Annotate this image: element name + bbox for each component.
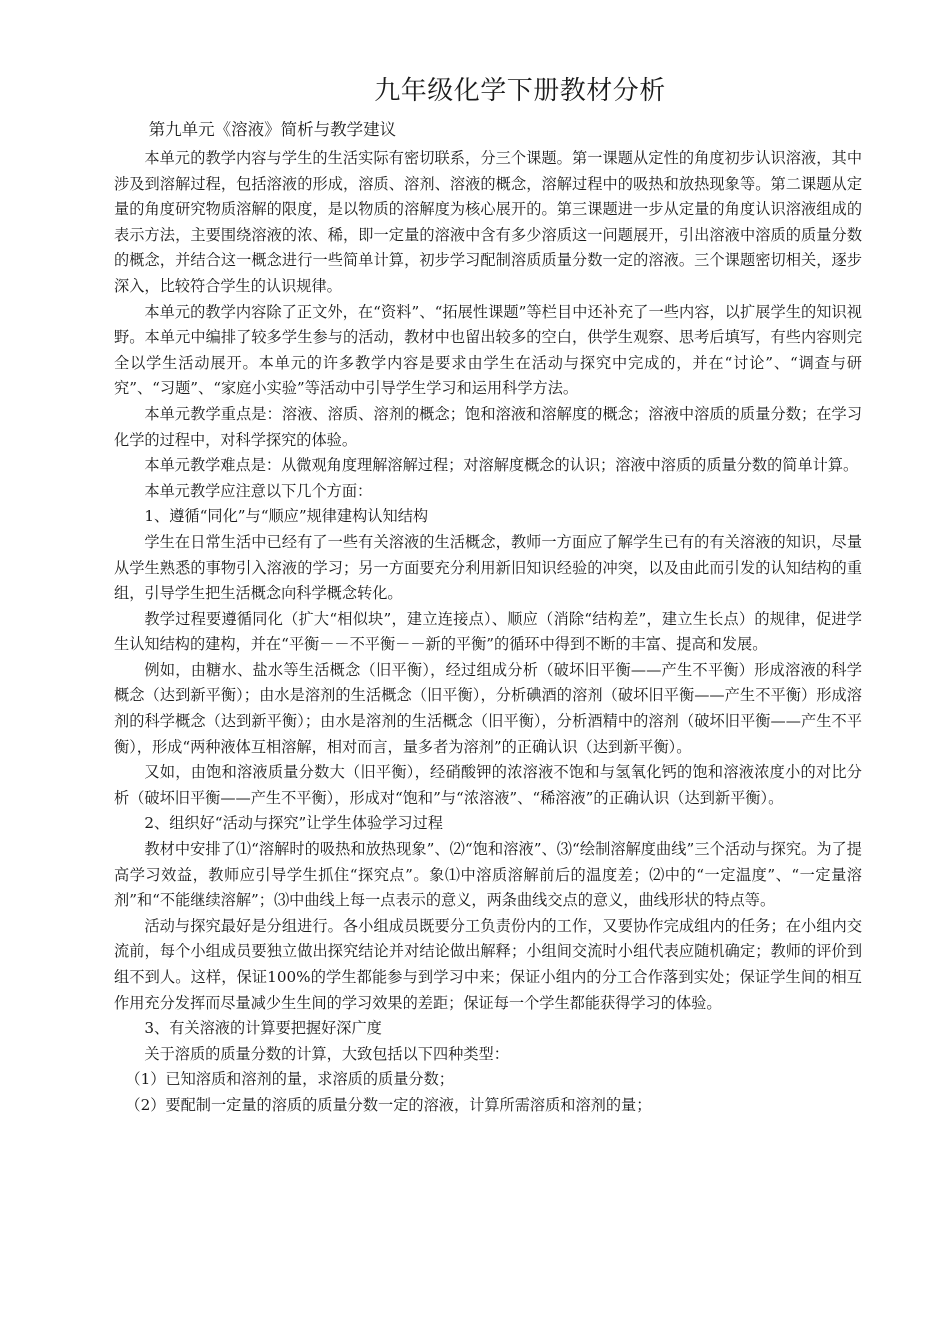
paragraph-group-work: 活动与探究最好是分组进行。各小组成员既要分工负责份内的工作，又要协作完成组内的任务；在小组内交流前，每个小组成员要独立做出探究结论并对结论做出解释；小组间交流时小组代表应随机确定；教师的评价到组不到人。这样，保证100%的学生都能参与到学习中来；保证小组内的分工合作落到实处；保证学生间的相互作用充分发挥而尽量减少生生间的学习效果的差距；保证每一个学生都能获得学习的体验。 <box>114 916 862 1012</box>
section-heading-1: 1、遵循“同化”与“顺应”规律建构认知结构 <box>144 507 429 526</box>
paragraph-intro: 本单元的教学内容与学生的生活实际有密切联系，分三个课题。第一课题从定性的角度初步认识溶液，其中涉及到溶解过程，包括溶液的形成，溶质、溶剂、溶液的概念，溶解过程中的吸热和放热现象等。第二课题从定量的角度研究物质溶解的限度，是以物质的溶解度为核心展开的。第三课题进一步从定量的角度认识溶液组成的表示方法，主要围绕溶液的浓、稀，即一定量的溶液中含有多少溶质这一问题展开，引出溶液中溶质的质量分数的概念，并结合这一概念进行一些简单计算，初步学习配制溶质质量分数一定的溶液。三个课题密切相关，逐步深入，比较符合学生的认识规律。 <box>114 149 862 295</box>
paragraph-key-points: 本单元教学重点是：溶液、溶质、溶剂的概念；饱和溶液和溶解度的概念；溶液中溶质的质量分数；在学习化学的过程中，对科学探究的体验。 <box>114 404 862 449</box>
paragraph-content-extension: 本单元的教学内容除了正文外，在“资料”、“拓展性课题”等栏目中还补充了一些内容，以扩展学生的知识视野。本单元中编排了较多学生参与的活动，教材中也留出较多的空白，供学生观察、思考后填写，有些内容则完全以学生活动展开。本单元的许多教学内容是要求由学生在活动与探究中完成的，并在“讨论”、“调查与研究”、“习题”、“家庭小实验”等活动中引导学生学习和运用科学方法。 <box>114 302 862 398</box>
paragraph-example-1: 例如，由糖水、盐水等生活概念（旧平衡），经过组成分析（破坏旧平衡——产生不平衡）形成溶液的科学概念（达到新平衡）；由水是溶剂的生活概念（旧平衡），分析碘酒的溶剂（破坏旧平衡——产生不平衡）形成溶剂的科学概念（达到新平衡）；由水是溶剂的生活概念（旧平衡），分析酒精中的溶剂（破坏旧平衡——产生不平衡），形成“两种液体互相溶解，相对而言，量多者为溶剂”的正确认识（达到新平衡）。 <box>114 660 862 756</box>
list-item: （1）已知溶质和溶剂的量，求溶质的质量分数； <box>125 1070 454 1089</box>
document-body <box>114 116 862 1119</box>
list-item: （2）要配制一定量的溶质的质量分数一定的溶液，计算所需溶质和溶剂的量； <box>125 1095 652 1114</box>
paragraph-notes-intro: 本单元教学应注意以下几个方面： <box>144 481 373 500</box>
section-heading-2: 2、组织好“活动与探究”让学生体验学习过程 <box>144 814 443 833</box>
section-subtitle: 第九单元《溶液》简析与教学建议 <box>148 120 397 139</box>
paragraph-activities: 教材中安排了⑴“溶解时的吸热和放热现象”、⑵“饱和溶液”、⑶“绘制溶解度曲线”三个活动与探究。为了提高学习效益，教师应引导学生抓住“探究点”。象⑴中溶质溶解前后的温度差；⑵中的“一定温度”、“一定量溶剂”和“不能继续溶解”；⑶中曲线上每一点表示的意义，两条曲线交点的意义，曲线形状的特点等。 <box>114 840 862 910</box>
document-title: 九年级化学下册教材分析 <box>374 76 666 106</box>
paragraph-example-2: 又如，由饱和溶液质量分数大（旧平衡），经硝酸钾的浓溶液不饱和与氢氧化钙的饱和溶液浓度小的对比分析（破坏旧平衡——产生不平衡），形成对“饱和”与“浓溶液”、“稀溶液”的正确认识（达到新平衡）。 <box>114 763 862 807</box>
section-heading-3: 3、有关溶液的计算要把握好深广度 <box>144 1019 382 1038</box>
paragraph-assimilation: 教学过程要遵循同化（扩大“相似块”，建立连接点）、顺应（消除“结构差”，建立生长点）的规律，促进学生认知结构的建构，并在“平衡－－不平衡－－新的平衡”的循环中得到不断的丰富、提高和发展。 <box>114 609 862 654</box>
paragraph-prior-knowledge: 学生在日常生活中已经有了一些有关溶液的生活概念，教师一方面应了解学生已有的有关溶液的知识，尽量从学生熟悉的事物引入溶液的学习；另一方面要充分利用新旧知识经验的冲突，以及由此而引发的认知结构的重组，引导学生把生活概念向科学概念转化。 <box>114 532 862 603</box>
paragraph-difficulties: 本单元教学难点是：从微观角度理解溶解过程；对溶解度概念的认识；溶液中溶质的质量分数的简单计算。 <box>144 456 859 475</box>
paragraph-calc-types: 关于溶质的质量分数的计算，大致包括以下四种类型： <box>144 1044 509 1063</box>
